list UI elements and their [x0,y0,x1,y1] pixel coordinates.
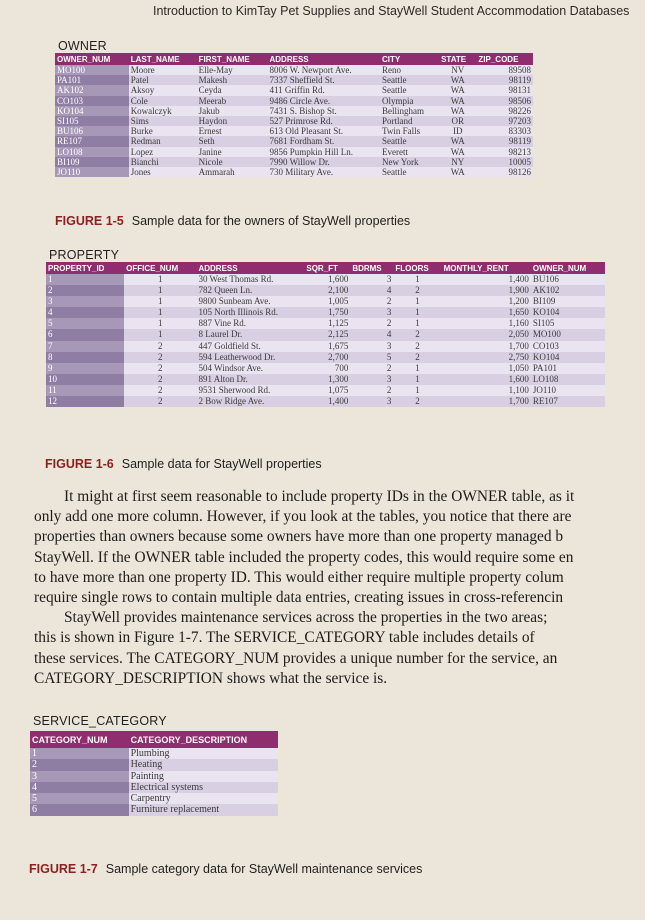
body-line: StayWell provides maintenance services across the properties in the two areas; [64,609,548,627]
property-row [46,285,605,296]
property-col-header: MONTHLY_RENT [442,262,531,274]
property-cell: 30 West Thomas Rd. [196,274,304,285]
property-cell: 2,750 [442,352,531,363]
service-cell: Furniture replacement [129,804,278,815]
property-row [46,274,605,285]
owner-cell: 8006 W. Newport Ave. [268,65,380,75]
owner-cell: NV [439,65,476,75]
figure-1-6-caption [45,457,322,471]
service-row [30,782,278,793]
property-cell: 2 [46,285,124,296]
property-row [46,385,605,396]
property-cell: 1,050 [442,363,531,374]
owner-cell: 527 Primrose Rd. [268,116,380,126]
body-text [34,487,645,689]
property-cell: 594 Leatherwood Dr. [196,352,304,363]
service-row [30,793,278,804]
property-row [46,352,605,363]
owner-col-header: OWNER_NUM [55,53,129,65]
property-row [46,374,605,385]
property-cell: 891 Alton Dr. [196,374,304,385]
owner-row [55,85,533,95]
property-cell: 700 [304,363,350,374]
owner-cell: 97203 [476,116,533,126]
owner-col-header: ZIP_CODE [476,53,533,65]
property-cell: 10 [46,374,124,385]
body-line: CATEGORY_DESCRIPTION shows what the service is. [34,669,388,687]
property-cell: 504 Windsor Ave. [196,363,304,374]
service-cell: Painting [129,771,278,782]
owner-cell: BI109 [55,157,129,167]
owner-cell: Portland [380,116,439,126]
owner-cell: 98226 [476,106,533,116]
property-cell: 2 [393,341,441,352]
owner-cell: 7337 Sheffield St. [268,75,380,85]
property-cell: 8 [46,352,124,363]
owner-cell: Twin Falls [380,126,439,136]
owner-col-header: ADDRESS [268,53,380,65]
property-cell: 782 Queen Ln. [196,285,304,296]
owner-cell: Meerab [197,96,268,106]
property-cell: 1 [393,374,441,385]
service-row [30,759,278,770]
owner-cell: Janine [197,147,268,157]
property-cell: 2 [350,363,393,374]
property-cell: 447 Goldfield St. [196,341,304,352]
running-header: Introduction to KimTay Pet Supplies and StayWell Student Accommodation Databases [153,4,630,18]
figure-1-6-label: FIGURE 1-6 [45,457,114,471]
service-cell: 5 [30,793,129,804]
property-cell: 5 [46,318,124,329]
owner-cell: Jakub [197,106,268,116]
owner-cell: Ceyda [197,85,268,95]
service-cell: 6 [30,804,129,815]
owner-cell: Jones [129,167,197,177]
service-cell: Heating [129,759,278,770]
owner-cell: 89508 [476,65,533,75]
property-cell: 1 [124,274,196,285]
owner-cell: Sims [129,116,197,126]
property-cell: 2 [124,341,196,352]
owner-cell: Reno [380,65,439,75]
property-row [46,307,605,318]
property-row [46,363,605,374]
owner-cell: AK102 [55,85,129,95]
property-cell: 2 [124,363,196,374]
property-cell: 1 [393,274,441,285]
owner-row [55,147,533,157]
property-cell: 1 [124,296,196,307]
property-cell: 4 [350,329,393,340]
property-cell: 2 [124,352,196,363]
property-cell: SI105 [531,318,605,329]
owner-cell: RE107 [55,136,129,146]
property-cell: 105 North Illinois Rd. [196,307,304,318]
property-cell: 1 [124,318,196,329]
owner-cell: Seattle [380,85,439,95]
property-table [46,262,605,407]
owner-cell: 411 Griffin Rd. [268,85,380,95]
property-cell: 6 [46,329,124,340]
service-cell: 3 [30,771,129,782]
owner-row [55,126,533,136]
owner-cell: Bianchi [129,157,197,167]
property-cell: 1,160 [442,318,531,329]
property-col-header: OWNER_NUM [531,262,605,274]
owner-cell: WA [439,147,476,157]
property-cell: 3 [350,274,393,285]
property-cell: 2 [393,396,441,407]
body-line: It might at first seem reasonable to include property IDs in the OWNER table, as it [64,488,575,505]
service-cell: Electrical systems [129,782,278,793]
owner-header-row [55,53,533,65]
service-cell: Carpentry [129,793,278,804]
figure-1-5-label: FIGURE 1-5 [55,214,124,228]
property-cell: PA101 [531,363,605,374]
service-header-row [30,731,278,748]
property-cell: CO103 [531,341,605,352]
property-cell: 2 [393,285,441,296]
owner-cell: BU106 [55,126,129,136]
owner-cell: 98126 [476,167,533,177]
service-row [30,771,278,782]
owner-cell: Bellingham [380,106,439,116]
owner-cell: 98131 [476,85,533,95]
owner-cell: WA [439,106,476,116]
body-line: this is shown in Figure 1-7. The SERVICE_CATEGORY table includes details of [34,629,535,647]
owner-cell: PA101 [55,75,129,85]
owner-cell: Burke [129,126,197,136]
property-cell: 1 [393,385,441,396]
property-cell: 1,005 [304,296,350,307]
owner-cell: Haydon [197,116,268,126]
property-cell: 2,700 [304,352,350,363]
owner-cell: WA [439,167,476,177]
service-category-table [30,731,278,816]
body-line: StayWell. If the OWNER table included the property codes, this would require some en [34,548,574,566]
owner-cell: Ernest [197,126,268,136]
property-cell: 4 [350,285,393,296]
service-cell: 2 [30,759,129,770]
owner-cell: Aksoy [129,85,197,95]
service-col-header: CATEGORY_DESCRIPTION [129,731,278,748]
owner-cell: LO108 [55,147,129,157]
owner-row [55,157,533,167]
owner-cell: 10005 [476,157,533,167]
body-line: only add one more column. However, if you look at the tables, you notice that there are [34,508,572,526]
owner-cell: Redman [129,136,197,146]
owner-cell: 98119 [476,75,533,85]
owner-cell: Patel [129,75,197,85]
property-cell: 1,750 [304,307,350,318]
property-cell: 887 Vine Rd. [196,318,304,329]
property-cell: 1,125 [304,318,350,329]
service-cell: 4 [30,782,129,793]
property-col-header: SQR_FT [304,262,350,274]
property-cell: 2 [124,396,196,407]
owner-row [55,136,533,146]
property-cell: 1,650 [442,307,531,318]
owner-row [55,96,533,106]
property-col-header: OFFICE_NUM [124,262,196,274]
service-row [30,804,278,815]
property-col-header: PROPERTY_ID [46,262,124,274]
owner-cell: Nicole [197,157,268,167]
property-cell: 1,700 [442,341,531,352]
property-cell: LO108 [531,374,605,385]
property-cell: 3 [46,296,124,307]
owner-cell: Seth [197,136,268,146]
property-cell: KO104 [531,352,605,363]
figure-1-5-text: Sample data for the owners of StayWell properties [131,214,411,228]
property-cell: 1 [393,363,441,374]
service-row [30,748,278,759]
owner-cell: Ammarah [197,167,268,177]
property-cell: 1,400 [442,274,531,285]
property-cell: RE107 [531,396,605,407]
property-cell: 5 [350,352,393,363]
property-cell: 1 [124,285,196,296]
owner-cell: Kowalczyk [129,106,197,116]
property-cell: 7 [46,341,124,352]
owner-cell: 7681 Fordham St. [268,136,380,146]
property-row [46,329,605,340]
owner-cell: WA [439,85,476,95]
owner-table-title: OWNER [58,39,107,53]
owner-cell: 98213 [476,147,533,157]
property-cell: 12 [46,396,124,407]
owner-cell: WA [439,75,476,85]
owner-cell: SI105 [55,116,129,126]
body-line: these services. The CATEGORY_NUM provides a unique number for the service, an [34,649,558,667]
property-cell: 1,200 [442,296,531,307]
property-cell: 9 [46,363,124,374]
figure-1-5-caption [55,214,410,228]
service-cell: Plumbing [129,748,278,759]
owner-cell: Everett [380,147,439,157]
body-line: require single rows to contain multiple data entries, creating issues in cross-referencin [34,589,564,607]
service-cell: 1 [30,748,129,759]
property-cell: 3 [350,374,393,385]
owner-cell: WA [439,136,476,146]
property-col-header: FLOORS [393,262,441,274]
property-cell: BI109 [531,296,605,307]
owner-cell: JO110 [55,167,129,177]
owner-cell: Cole [129,96,197,106]
property-cell: 1,100 [442,385,531,396]
figure-1-7-text: Sample category data for StayWell maintenance services [105,862,423,876]
property-row [46,318,605,329]
owner-row [55,106,533,116]
property-cell: 1,675 [304,341,350,352]
property-cell: KO104 [531,307,605,318]
property-cell: 1,300 [304,374,350,385]
owner-cell: CO103 [55,96,129,106]
property-cell: 1 [124,307,196,318]
owner-cell: Makesh [197,75,268,85]
owner-cell: 98506 [476,96,533,106]
owner-cell: Moore [129,65,197,75]
owner-cell: Seattle [380,167,439,177]
service-category-table-title: SERVICE_CATEGORY [33,714,167,728]
body-line: to have more than one property ID. This would either require multiple property colum [34,568,564,586]
owner-cell: 9486 Circle Ave. [268,96,380,106]
owner-cell: OR [439,116,476,126]
owner-row [55,65,533,75]
owner-cell: Seattle [380,75,439,85]
property-cell: 9800 Sunbeam Ave. [196,296,304,307]
property-cell: 1,075 [304,385,350,396]
owner-cell: NY [439,157,476,167]
owner-cell: 613 Old Pleasant St. [268,126,380,136]
owner-col-header: LAST_NAME [129,53,197,65]
property-row [46,396,605,407]
owner-cell: 9856 Pumpkin Hill Ln. [268,147,380,157]
owner-cell: Lopez [129,147,197,157]
property-cell: 1 [393,318,441,329]
owner-cell: ID [439,126,476,136]
property-cell: MO100 [531,329,605,340]
property-cell: 1 [46,274,124,285]
owner-cell: 83303 [476,126,533,136]
owner-cell: KO104 [55,106,129,116]
owner-cell: Olympia [380,96,439,106]
owner-col-header: FIRST_NAME [197,53,268,65]
owner-cell: Elle-May [197,65,268,75]
owner-col-header: STATE [439,53,476,65]
property-cell: 2 [124,374,196,385]
property-cell: 2 [393,352,441,363]
owner-col-header: CITY [380,53,439,65]
owner-row [55,116,533,126]
figure-1-7-label: FIGURE 1-7 [29,862,98,876]
owner-table [55,53,533,177]
service-col-header: CATEGORY_NUM [30,731,129,748]
property-table-title: PROPERTY [49,248,120,262]
owner-row [55,75,533,85]
property-cell: 2,050 [442,329,531,340]
owner-table-body [55,65,533,177]
property-table-body [46,274,605,407]
property-cell: 11 [46,385,124,396]
property-cell: 9531 Sherwood Rd. [196,385,304,396]
property-cell: 2 [124,385,196,396]
property-cell: 1,400 [304,396,350,407]
owner-cell: Seattle [380,136,439,146]
property-cell: 2 [350,296,393,307]
owner-cell: 730 Military Ave. [268,167,380,177]
property-cell: 4 [46,307,124,318]
property-header-row [46,262,605,274]
owner-cell: 7990 Willow Dr. [268,157,380,167]
property-cell: 1 [393,307,441,318]
property-row [46,341,605,352]
property-cell: BU106 [531,274,605,285]
property-cell: 3 [350,341,393,352]
property-cell: 2,125 [304,329,350,340]
property-cell: 3 [350,396,393,407]
property-cell: 1 [124,329,196,340]
owner-cell: New York [380,157,439,167]
figure-1-6-text: Sample data for StayWell properties [121,457,322,471]
property-cell: AK102 [531,285,605,296]
owner-cell: MO100 [55,65,129,75]
property-cell: 1,900 [442,285,531,296]
owner-cell: WA [439,96,476,106]
property-cell: 1,600 [442,374,531,385]
property-cell: 2 Bow Ridge Ave. [196,396,304,407]
property-row [46,296,605,307]
property-cell: 1,700 [442,396,531,407]
figure-1-7-caption [29,862,422,876]
body-line: properties than owners because some owners have more than one property managed b [34,528,564,546]
property-col-header: ADDRESS [196,262,304,274]
property-cell: 8 Laurel Dr. [196,329,304,340]
property-cell: 1,600 [304,274,350,285]
property-cell: 2 [350,318,393,329]
property-cell: 2 [393,329,441,340]
property-cell: JO110 [531,385,605,396]
property-cell: 1 [393,296,441,307]
property-col-header: BDRMS [350,262,393,274]
property-cell: 2,100 [304,285,350,296]
owner-cell: 7431 S. Bishop St. [268,106,380,116]
property-cell: 2 [350,385,393,396]
owner-cell: 98119 [476,136,533,146]
property-cell: 3 [350,307,393,318]
owner-row [55,167,533,177]
service-table-body [30,748,278,816]
